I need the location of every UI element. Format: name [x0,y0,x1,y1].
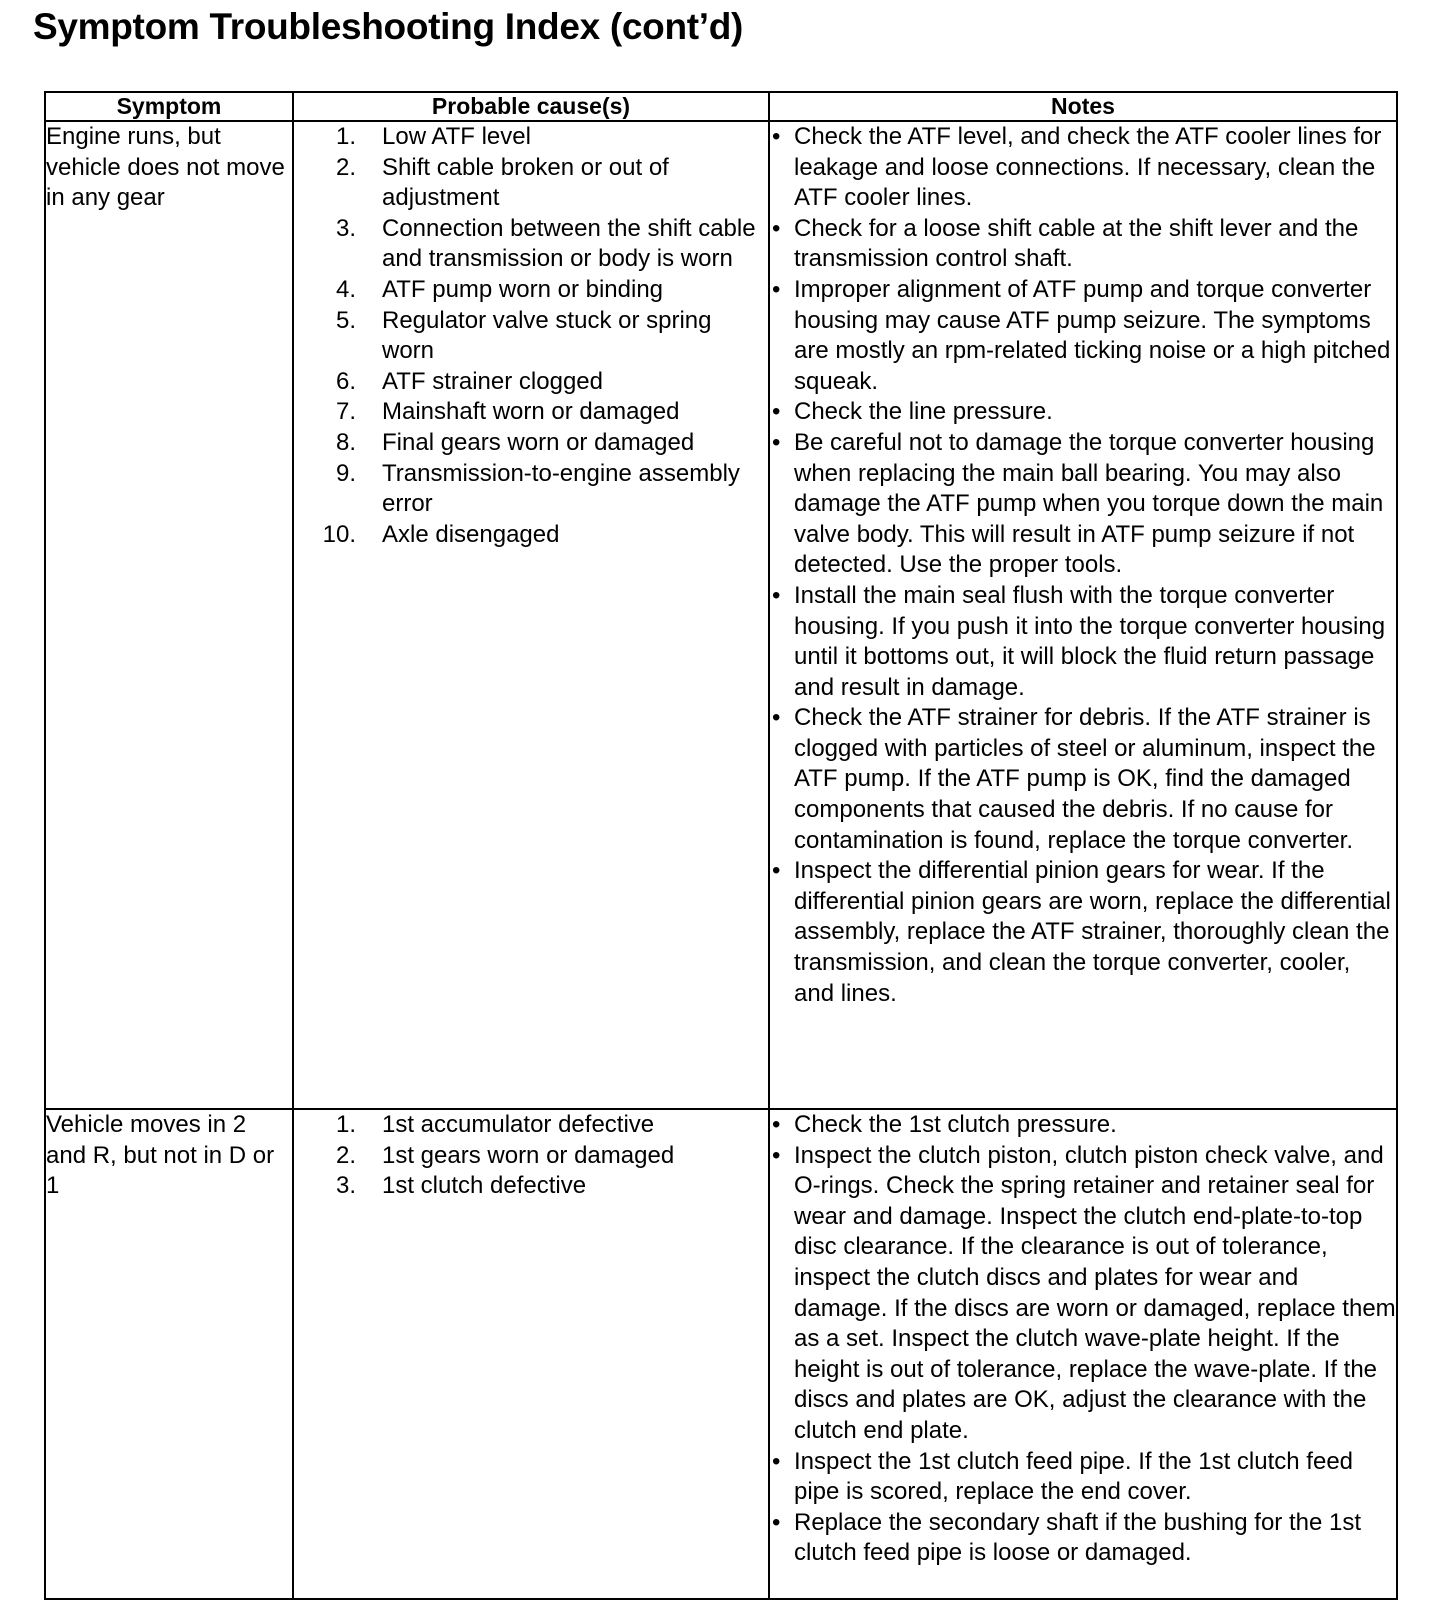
symptom-cell: Engine runs, but vehicle does not move in any gear [45,121,293,1109]
notes-list [770,122,1396,1009]
note-text: Be careful not to damage the torque converter housing when replacing the main ball bearing. You may also damage the ATF pump when you torque down the main valve body. This will result in ATF pump seizure if not detected. Use the proper tools. [794,428,1384,579]
cause-number: 7. [335,398,356,426]
cause-text: ATF strainer clogged [382,367,603,395]
causes-cell [293,1109,769,1599]
cause-item [294,367,768,398]
bullet-icon: • [772,581,781,609]
note-item [770,275,1396,397]
cause-text: 1st clutch defective [382,1172,587,1200]
note-item [770,1508,1396,1569]
column-header-notes: Notes [769,92,1397,121]
cause-item [294,397,768,428]
cause-item [294,153,768,214]
cause-number: 4. [335,275,356,303]
note-item [770,581,1396,703]
cause-item [294,275,768,306]
note-text: Install the main seal flush with the torque converter housing. If you push it into the torque converter housing until it bottoms out, it will block the fluid return passage and result in damage. [794,581,1386,701]
note-item [770,214,1396,275]
cause-item [294,306,768,367]
note-text: Check the ATF level, and check the ATF cooler lines for leakage and loose connections. If necessary, clean the ATF cooler lines. [794,123,1382,212]
note-text: Replace the secondary shaft if the bushing for the 1st clutch feed pipe is loose or damaged. [794,1508,1362,1567]
page-title: Symptom Troubleshooting Index (cont’d) [33,6,744,47]
cause-number: 3. [335,214,356,242]
cause-text: Axle disengaged [382,520,560,548]
cause-item [294,428,768,459]
cause-text: 1st gears worn or damaged [382,1141,675,1169]
bullet-icon: • [772,1447,781,1475]
note-item [770,1110,1396,1141]
notes-cell [769,121,1397,1109]
note-text: Check the 1st clutch pressure. [794,1111,1117,1138]
cause-text: Mainshaft worn or damaged [382,398,680,426]
cause-item [294,459,768,520]
cause-list [294,1110,768,1202]
note-item [770,428,1396,581]
cause-number: 6. [335,367,356,395]
cause-number: 1. [335,1111,356,1138]
cause-number: 9. [335,459,356,487]
bullet-icon: • [772,704,781,732]
notes-cell [769,1109,1397,1599]
cause-number: 3. [335,1172,356,1200]
column-header-probable-causes: Probable cause(s) [293,92,769,121]
cause-text: 1st accumulator defective [382,1111,655,1138]
bullet-icon: • [772,123,781,150]
note-item [770,1141,1396,1447]
note-item [770,856,1396,1009]
cause-text: ATF pump worn or binding [382,275,664,303]
bullet-icon: • [772,1141,781,1169]
bullet-icon: • [772,1508,781,1536]
cause-text: Regulator valve stuck or spring worn [382,306,712,365]
table-row [45,121,1397,1109]
cause-number: 2. [335,153,356,181]
bullet-icon: • [772,398,781,426]
cause-number: 5. [335,306,356,334]
cause-item [294,1141,768,1172]
cause-number: 2. [335,1141,356,1169]
cause-text: Connection between the shift cable and transmission or body is worn [382,214,756,273]
column-header-symptom: Symptom [45,92,293,121]
cause-number: 1. [335,123,356,150]
note-text: Inspect the 1st clutch feed pipe. If the 1st clutch feed pipe is scored, replace the end cover. [794,1447,1354,1506]
cause-text: Low ATF level [382,123,531,150]
note-item [770,703,1396,856]
note-item [770,122,1396,214]
note-text: Inspect the clutch piston, clutch piston check valve, and O-rings. Check the spring retainer and retainer seal for wear and damage. Inspect the clutch end-plate-to-top disc clearance. If the clearance is out of tolerance, inspect the clutch discs and plates for wear and damage. If the discs are worn or damaged, replace them as a set. Inspect the clutch wave-plate height. If the height is out of tolerance, replace the wave-plate. If the discs and plates are OK, adjust the clearance with the clutch end plate. [794,1141,1396,1444]
bullet-icon: • [772,428,781,456]
cause-item [294,1110,768,1141]
causes-cell [293,121,769,1109]
cause-text: Shift cable broken or out of adjustment [382,153,669,212]
cause-text: Final gears worn or damaged [382,428,695,456]
cause-number: 10. [322,520,356,548]
cause-item [294,122,768,153]
note-text: Inspect the differential pinion gears for wear. If the differential pinion gears are worn, replace the differential assembly, replace the ATF strainer, thoroughly clean the transmission, and clean the torque converter, cooler, and lines. [794,857,1391,1007]
note-item [770,1447,1396,1508]
notes-list [770,1110,1396,1569]
table-header-row [45,92,1397,121]
note-text: Check the ATF strainer for debris. If the ATF strainer is clogged with particles of steel or aluminum, inspect the ATF pump. If the ATF pump is OK, find the damaged components that caused the debris. If no cause for contamination is found, replace the torque converter. [794,704,1376,854]
cause-list [294,122,768,550]
troubleshooting-table [44,91,1398,1600]
bullet-icon: • [772,857,781,885]
table-row [45,1109,1397,1599]
note-text: Check for a loose shift cable at the shift lever and the transmission control shaft. [794,214,1359,273]
cause-item [294,1171,768,1202]
note-text: Improper alignment of ATF pump and torque converter housing may cause ATF pump seizure. The symptoms are mostly an rpm-related ticking noise or a high pitched squeak. [794,275,1391,395]
note-text: Check the line pressure. [794,398,1053,426]
bullet-icon: • [772,275,781,303]
cause-item [294,520,768,551]
cause-item [294,214,768,275]
symptom-cell: Vehicle moves in 2 and R, but not in D or 1 [45,1109,293,1599]
note-item [770,397,1396,428]
bullet-icon: • [772,1111,781,1138]
cause-number: 8. [335,428,356,456]
cause-text: Transmission-to-engine assembly error [382,459,740,518]
bullet-icon: • [772,214,781,242]
